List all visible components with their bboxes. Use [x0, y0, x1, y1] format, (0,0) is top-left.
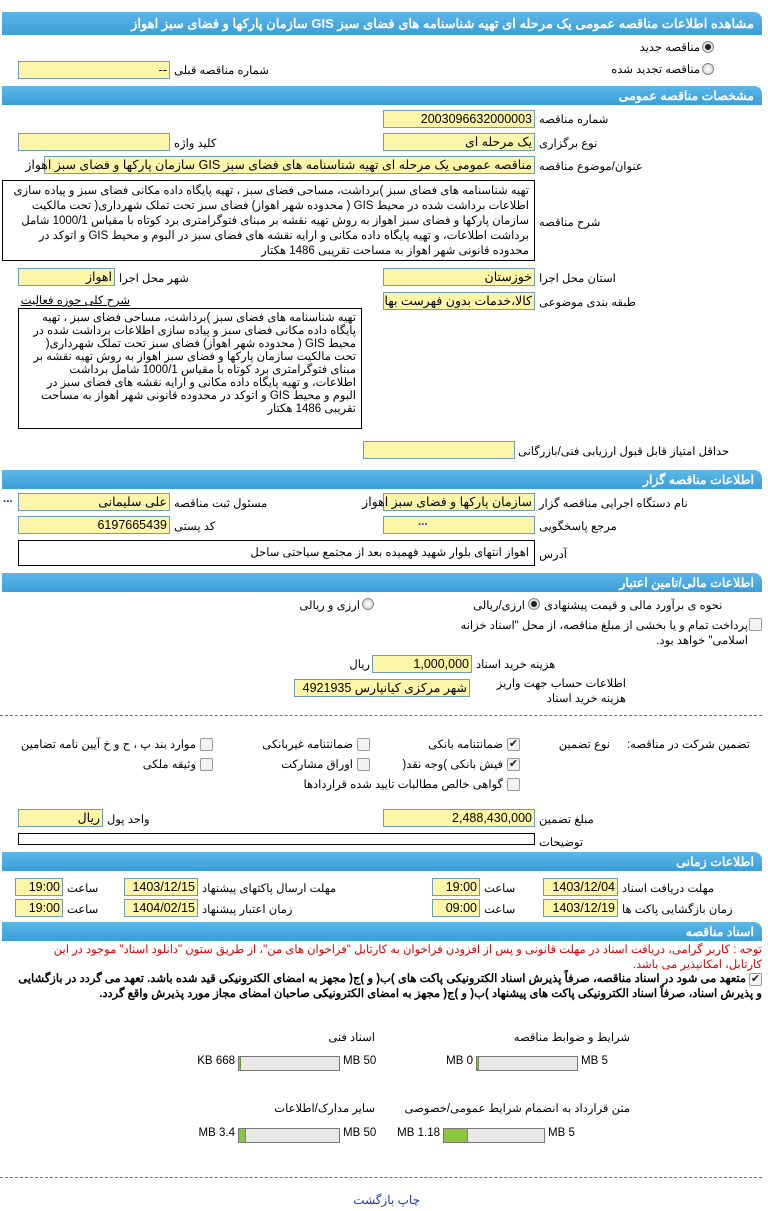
file-progress-fill — [477, 1057, 479, 1070]
postal-label: کد پستی — [174, 521, 216, 533]
tender-number-label: شماره مناقصه — [539, 114, 609, 126]
guarantee-label: تضمین شرکت در مناقصه: — [626, 739, 750, 751]
file-label: متن قرارداد به انضمام شرایط عمومی/خصوصی — [404, 1103, 630, 1115]
ref-more-button[interactable]: ... — [418, 516, 428, 528]
open-time-field[interactable]: 09:00 — [432, 899, 480, 917]
section-finance-header: اطلاعات مالی/تامین اعتبار — [2, 573, 762, 592]
holding-type-label: نوع برگزاری — [539, 138, 598, 150]
page-title: مشاهده اطلاعات مناقصه عمومی یک مرحله ای تهیه شناسنامه های فضای سبز GIS سازمان پارکها و فضای سبز اهواز — [2, 12, 762, 35]
activity-box: تهیه شناسنامه های فضای سبز )برداشت، مساحی فضای سبز ، تهیه پایگاه داده مکانی فضای سبز و پیاده سازی اطلاعات برداشت شده در محیط GIS ( محدوده شهر اهواز) فضای سبز تحت تملک شهرداری( تحت مالکیت سازمان پارکها و فضای سبز اهواز به روش تهیه نقشه بر مبنای فتوگرامتری برد کوتاه با مقیاس 1000/1 شامل برداشت اطلاعات، و تهیه پایگاه داده مکانی و ارایه نقشه های فضای سبز در البوم و محیط GIS و اتوکد در محدوده قانونی شهر اهواز به مساحت تقریبی 1486 هکتار — [18, 308, 362, 429]
doc-deadline-label: مهلت دریافت اسناد — [622, 883, 715, 895]
province-label: استان محل اجرا — [539, 273, 616, 285]
holding-type-field[interactable]: یک مرحله ای — [383, 133, 535, 151]
rial-label: ارزی/ریالی — [473, 600, 525, 612]
city-label: شهر محل اجرا — [119, 273, 189, 285]
guarantee-option-label: وثیقه ملکی — [142, 759, 196, 771]
guarantee-option-label: اوراق مشارکت — [281, 759, 353, 771]
subject-field[interactable]: مناقصه عمومی یک مرحله ای تهیه شناسنامه های فضای سبز GIS سازمان پارکها و فضای سبز اهواز — [44, 156, 535, 174]
validity-field[interactable]: 1404/02/15 — [124, 899, 198, 917]
submit-time-field[interactable]: 19:00 — [15, 878, 63, 896]
file-progress-bar — [443, 1128, 545, 1143]
file-progress-fill — [239, 1057, 241, 1070]
commitment-text: متعهد می شود در اسناد مناقصه، صرفاً پذیرش اسناد الکترونیکی پاکت های )ب( و )ج( مجهز به امضای الکترونیکی قید شده باشد. تعهد می گردد در بازگشایی و پذیرش اسناد، صرفاً اسناد الکترونیکی پاکت های پیشنهاد )ب( و )ج( مجهز به امضای الکترونیکی صاحبان امضای مجاز مورد پذیرش واقع گردد. — [18, 973, 762, 1000]
file-progress-bar — [476, 1056, 578, 1071]
currency-label: واحد پول — [107, 814, 150, 826]
org-label: نام دستگاه اجرایی مناقصه گزار — [539, 498, 688, 510]
guarantee-option-label: موارد بند پ ، ح و خ آیین نامه تضامین — [20, 739, 196, 751]
address-label: آدرس — [539, 549, 567, 561]
guarantee-checkbox[interactable] — [200, 758, 213, 771]
province-field[interactable]: خوزستان — [383, 268, 535, 286]
radio-rial[interactable] — [528, 598, 540, 610]
responsible-label: مسئول ثبت مناقصه — [174, 498, 268, 510]
file-size: 3.4 MB — [198, 1127, 235, 1139]
radio-renewed-tender[interactable] — [702, 63, 714, 75]
currency-field[interactable]: ریال — [18, 809, 103, 827]
method-label: نحوه ی برآورد مالی و قیمت پیشنهادی — [544, 600, 723, 612]
divider — [0, 715, 762, 716]
section-organizer-header: اطلاعات مناقصه گزار — [2, 470, 762, 489]
guarantee-checkbox[interactable]: ✔ — [508, 738, 519, 750]
guarantee-checkbox[interactable] — [200, 738, 213, 751]
responsible-more-button[interactable]: ... — [3, 493, 13, 505]
org-field[interactable]: سازمان پارکها و فضای سبز اهواز — [383, 493, 535, 511]
new-tender-label: مناقصه جدید — [639, 42, 700, 54]
file-label: شرایط و ضوابط مناقصه — [513, 1032, 630, 1044]
guarantee-checkbox[interactable] — [357, 758, 370, 771]
section-docs-header: اسناد مناقصه — [2, 922, 762, 941]
back-link[interactable]: بازگشت — [353, 1193, 395, 1207]
description-box: تهیه شناسنامه های فضای سبز )برداشت، مساحی فضای سبز ، تهیه پایگاه داده مکانی فضای سبز و پیاده سازی اطلاعات برداشت شده در محیط GIS ( محدوده شهر اهواز) فضای سبز تحت تملک شهرداری( تحت مالکیت سازمان پارکها و فضای سبز اهواز به روش تهیه نقشه بر مبنای فتوگرامتری برد کوتاه با مقیاس 1000/1 شامل برداشت اطلاعات، و تهیه پایگاه داده مکانی و ارایه نقشه های فضای سبز در البوم و محیط GIS و اتوکد در محدوده قانونی شهر اهواز به مساحت تقریبی 1486 هکتار — [2, 180, 535, 261]
validity-time-field[interactable]: 19:00 — [15, 899, 63, 917]
validity-label: زمان اعتبار پیشنهاد — [202, 904, 293, 916]
section-timing-header: اطلاعات زمانی — [2, 852, 762, 871]
guarantee-checkbox[interactable] — [507, 778, 520, 791]
subject-label: عنوان/موضوع مناقصه — [539, 161, 643, 173]
file-size: 1.18 MB — [397, 1127, 440, 1139]
radio-new-tender[interactable] — [702, 41, 714, 53]
submit-field[interactable]: 1403/12/15 — [124, 878, 198, 896]
file-max-size: 50 MB — [343, 1055, 377, 1067]
account-label: اطلاعات حساب جهت واریز هزینه خرید اسناد — [496, 678, 626, 705]
description-label: شرح مناقصه — [539, 217, 601, 229]
print-link[interactable]: چاپ — [397, 1193, 420, 1207]
guarantee-option-label: ضمانتنامه بانکی — [428, 739, 503, 751]
file-progress-bar — [238, 1128, 340, 1143]
time-label: ساعت — [67, 904, 99, 916]
open-label: زمان بازگشایی پاکت ها — [622, 904, 733, 916]
guarantee-option-label: فیش بانکی )وجه نقد( — [402, 759, 503, 771]
file-progress-fill — [239, 1129, 246, 1142]
open-field[interactable]: 1403/12/19 — [543, 899, 618, 917]
responsible-field[interactable]: علی سلیمانی — [18, 493, 170, 511]
commitment-checkbox[interactable]: ✔ — [750, 973, 761, 985]
keyword-field[interactable] — [18, 133, 170, 151]
guarantee-type-label: نوع تضمین — [558, 739, 610, 751]
notes-box — [18, 833, 535, 845]
amount-field[interactable]: 2,488,430,000 — [383, 809, 535, 827]
guarantee-option-label: گواهی خالص مطالبات تایید شده قراردادها — [303, 779, 503, 791]
time-label: ساعت — [484, 904, 516, 916]
submit-label: مهلت ارسال پاکتهای پیشنهاد — [202, 883, 337, 895]
renewed-tender-label: مناقصه تجدید شده — [611, 64, 700, 76]
file-label: سایر مدارک/اطلاعات — [274, 1103, 375, 1115]
tender-number-field[interactable]: 2003096632000003 — [383, 110, 535, 128]
treasury-text: پرداخت تمام و یا بخشی از مبلغ مناقصه، از محل "اسناد خزانه اسلامی" خواهد بود. — [460, 620, 748, 647]
doc-deadline-field[interactable]: 1403/12/04 — [543, 878, 618, 896]
amount-label: مبلغ تضمین — [539, 814, 594, 826]
address-box: اهواز انتهای بلوار شهید فهمیده بعد از مجتمع سیاحتی ساحل — [18, 540, 535, 566]
prev-number-field[interactable]: -- — [18, 61, 170, 79]
notes-label: توضیحات — [539, 837, 584, 849]
guarantee-option-label: ضمانتنامه غیربانکی — [262, 739, 353, 751]
prev-number-label: شماره مناقصه قبلی — [174, 65, 269, 77]
docs-note: توجه : کاربر گرامی، دریافت اسناد در مهلت قانونی و پس از افزودن فراخوان به کارتابل "فراخوان های من"، از طریق ستون "دانلود اسناد" موجود در این کارتابل، امکانپذیر می باشد. — [53, 944, 762, 971]
min-score-label: حداقل امتیاز قابل قبول ارزیابی فنی/بازرگانی — [518, 446, 730, 458]
file-max-size: 50 MB — [343, 1127, 377, 1139]
file-label: اسناد فنی — [328, 1032, 375, 1044]
foreign-rial-label: ارزی و ریالی — [299, 600, 360, 612]
file-progress-bar — [238, 1056, 340, 1071]
doc-deadline-time-field[interactable]: 19:00 — [432, 878, 480, 896]
city-field[interactable]: اهواز — [18, 268, 115, 286]
doc-fee-unit: ریال — [349, 659, 370, 671]
guarantee-checkbox[interactable] — [357, 738, 370, 751]
time-label: ساعت — [484, 883, 516, 895]
guarantee-checkbox[interactable]: ✔ — [508, 758, 519, 770]
category-field[interactable]: کالا،خدمات بدون فهرست بها — [383, 292, 535, 310]
keyword-label: کلید واژه — [174, 138, 217, 150]
file-size: 668 KB — [197, 1055, 235, 1067]
postal-field[interactable]: 6197665439 — [18, 516, 170, 534]
file-progress-fill — [444, 1129, 468, 1142]
file-max-size: 5 MB — [548, 1127, 575, 1139]
doc-fee-field[interactable]: 1,000,000 — [372, 655, 472, 673]
treasury-checkbox[interactable] — [749, 618, 762, 631]
file-size: 0 MB — [446, 1055, 473, 1067]
ref-field[interactable] — [383, 516, 535, 534]
activity-label: شرح کلی حوزه فعالیت — [20, 295, 130, 307]
account-field[interactable]: شهر مرکزی کیانپارس 4921935 — [294, 679, 470, 697]
ref-label: مرجع پاسخگویی — [539, 521, 617, 533]
doc-fee-label: هزینه خرید اسناد — [476, 659, 556, 671]
radio-foreign-rial[interactable] — [362, 598, 374, 610]
file-max-size: 5 MB — [581, 1055, 608, 1067]
min-score-field[interactable] — [363, 441, 515, 459]
divider — [0, 1177, 762, 1178]
category-label: طبقه بندی موضوعی — [539, 297, 636, 309]
section-general-header: مشخصات مناقصه عمومی — [2, 86, 762, 105]
time-label: ساعت — [67, 883, 99, 895]
